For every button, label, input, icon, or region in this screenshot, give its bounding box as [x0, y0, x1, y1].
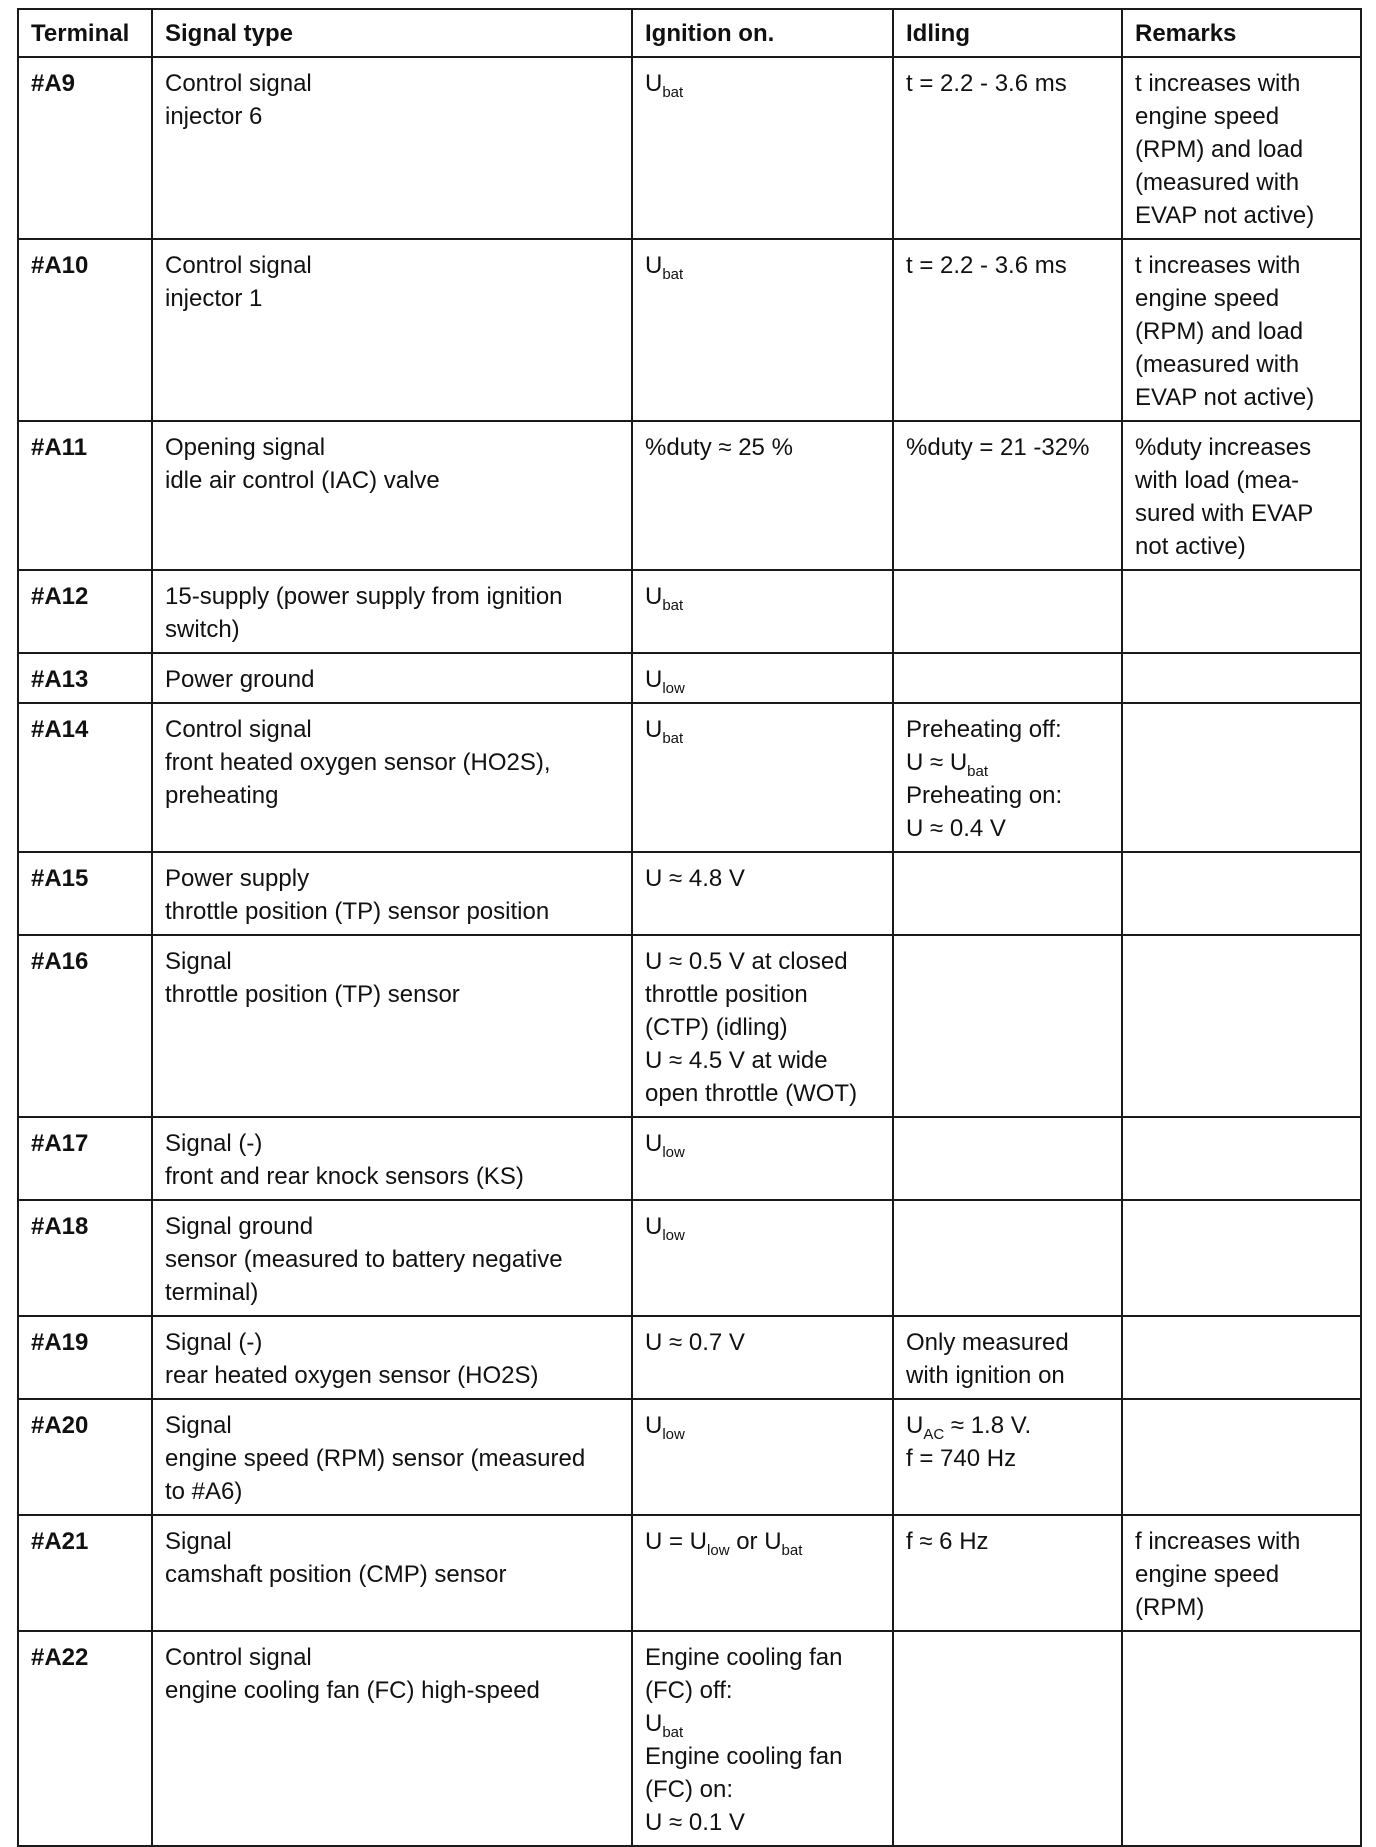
cell-remarks — [1122, 1515, 1361, 1631]
cell-ignition-on — [632, 1399, 893, 1515]
cell-line — [906, 812, 1109, 845]
cell-terminal: #A20 — [18, 1399, 152, 1515]
text: Engine cooling fan — [645, 1644, 843, 1671]
cell-line — [906, 1409, 1109, 1442]
cell-line — [645, 1641, 880, 1674]
cell-idling — [893, 703, 1122, 852]
cell-line — [645, 1044, 880, 1077]
cell-line: Signal ground — [165, 1213, 314, 1240]
subscript: bat — [662, 597, 684, 614]
cell-remarks — [1122, 239, 1361, 421]
cell-terminal: #A21 — [18, 1515, 152, 1631]
cell-line — [645, 1210, 880, 1243]
cell-line: (RPM) — [1135, 1594, 1205, 1621]
cell-idling — [893, 1316, 1122, 1399]
cell-signal-type — [152, 935, 632, 1117]
cell-line: injector 6 — [165, 103, 263, 130]
cell-signal-type — [152, 1316, 632, 1399]
header-signal-type: Signal type — [152, 9, 632, 57]
text: Engine cooling fan — [645, 1743, 843, 1770]
text: U — [906, 1412, 924, 1439]
cell-line — [906, 1525, 1109, 1558]
cell-terminal: #A9 — [18, 57, 152, 239]
cell-remarks — [1122, 1200, 1361, 1316]
cell-line — [645, 1011, 880, 1044]
cell-line: camshaft position (CMP) sensor — [165, 1561, 507, 1588]
subscript: bat — [967, 763, 989, 780]
text: U ≈ 4.5 V at wide — [645, 1047, 828, 1074]
cell-line: Signal (-) — [165, 1130, 263, 1157]
header-ignition-on: Ignition on. — [632, 9, 893, 57]
cell-line: throttle position (TP) sensor position — [165, 898, 550, 925]
text: (CTP) (idling) — [645, 1014, 788, 1041]
cell-remarks — [1122, 1316, 1361, 1399]
subscript: bat — [662, 84, 684, 101]
text: t = 2.2 - 3.6 ms — [906, 70, 1067, 97]
cell-remarks — [1122, 935, 1361, 1117]
cell-line: rear heated oxygen sensor (HO2S) — [165, 1362, 539, 1389]
header-remarks: Remarks — [1122, 9, 1361, 57]
cell-line — [645, 431, 880, 464]
cell-line — [906, 1326, 1109, 1359]
cell-line: engine speed — [1135, 103, 1280, 130]
subscript: low — [662, 1426, 685, 1443]
text: U — [645, 1412, 663, 1439]
cell-line: Control signal — [165, 716, 312, 743]
cell-line — [906, 779, 1109, 812]
cell-line: engine speed (RPM) sensor (measured — [165, 1445, 586, 1472]
cell-terminal: #A10 — [18, 239, 152, 421]
text: U — [645, 70, 663, 97]
cell-remarks — [1122, 852, 1361, 935]
cell-terminal: #A16 — [18, 935, 152, 1117]
cell-line: with load (mea- — [1135, 467, 1300, 494]
cell-line: (measured with — [1135, 351, 1300, 378]
text: U — [645, 666, 663, 693]
cell-line: throttle position (TP) sensor — [165, 981, 460, 1008]
cell-idling — [893, 421, 1122, 570]
terminal-signal-table-wrapper — [17, 8, 1362, 1847]
cell-terminal: #A17 — [18, 1117, 152, 1200]
cell-idling — [893, 1117, 1122, 1200]
cell-line — [645, 1707, 880, 1740]
table-row — [18, 239, 1361, 421]
text: Preheating on: — [906, 782, 1063, 809]
text: U = U — [645, 1528, 708, 1555]
cell-line — [645, 67, 880, 100]
cell-idling — [893, 935, 1122, 1117]
cell-line — [645, 1740, 880, 1773]
text: U ≈ U — [906, 749, 968, 776]
cell-line: (RPM) and load — [1135, 136, 1304, 163]
cell-line: f increases with — [1135, 1528, 1301, 1555]
cell-line — [645, 862, 880, 895]
cell-line: t increases with — [1135, 252, 1301, 279]
cell-line: EVAP not active) — [1135, 384, 1315, 411]
cell-line — [645, 249, 880, 282]
cell-line: Control signal — [165, 252, 312, 279]
table-row — [18, 421, 1361, 570]
cell-signal-type — [152, 1631, 632, 1846]
cell-idling — [893, 1515, 1122, 1631]
text: U — [645, 583, 663, 610]
cell-line: idle air control (IAC) valve — [165, 467, 440, 494]
cell-line: Power supply — [165, 865, 310, 892]
cell-ignition-on — [632, 570, 893, 653]
cell-line — [645, 945, 880, 978]
cell-idling — [893, 1399, 1122, 1515]
cell-line: Signal — [165, 1528, 232, 1555]
cell-line: Signal — [165, 948, 232, 975]
text: (FC) off: — [645, 1677, 733, 1704]
text: with ignition on — [906, 1362, 1065, 1389]
cell-line: not active) — [1135, 533, 1246, 560]
cell-signal-type — [152, 1117, 632, 1200]
table-row — [18, 1631, 1361, 1846]
cell-line — [645, 1326, 880, 1359]
table-row — [18, 1399, 1361, 1515]
cell-remarks — [1122, 1631, 1361, 1846]
cell-signal-type — [152, 570, 632, 653]
cell-ignition-on — [632, 1316, 893, 1399]
cell-terminal: #A11 — [18, 421, 152, 570]
table-row — [18, 703, 1361, 852]
cell-idling — [893, 1631, 1122, 1846]
cell-line: Signal (-) — [165, 1329, 263, 1356]
cell-idling — [893, 239, 1122, 421]
cell-line — [645, 1409, 880, 1442]
cell-line: switch) — [165, 616, 240, 643]
subscript: low — [707, 1542, 730, 1559]
table-row — [18, 1117, 1361, 1200]
text: Only measured — [906, 1329, 1069, 1356]
table-row — [18, 1515, 1361, 1631]
cell-line — [645, 1077, 880, 1110]
cell-line: engine speed — [1135, 1561, 1280, 1588]
cell-ignition-on — [632, 703, 893, 852]
cell-line — [906, 249, 1109, 282]
text: U — [645, 716, 663, 743]
cell-remarks — [1122, 421, 1361, 570]
cell-ignition-on — [632, 421, 893, 570]
cell-idling — [893, 57, 1122, 239]
cell-line — [645, 1806, 880, 1839]
cell-line: Control signal — [165, 70, 312, 97]
cell-line — [906, 431, 1109, 464]
cell-line: Control signal — [165, 1644, 312, 1671]
header-idling: Idling — [893, 9, 1122, 57]
cell-terminal: #A22 — [18, 1631, 152, 1846]
text: f = 740 Hz — [906, 1445, 1017, 1472]
cell-ignition-on — [632, 1117, 893, 1200]
text: ≈ 1.8 V. — [944, 1412, 1032, 1439]
subscript: bat — [662, 1724, 684, 1741]
cell-ignition-on — [632, 239, 893, 421]
text: U ≈ 4.8 V — [645, 865, 745, 892]
cell-line: injector 1 — [165, 285, 263, 312]
cell-line — [906, 67, 1109, 100]
header-terminal: Terminal — [18, 9, 152, 57]
cell-line: front and rear knock sensors (KS) — [165, 1163, 524, 1190]
cell-ignition-on — [632, 1200, 893, 1316]
cell-line — [906, 713, 1109, 746]
cell-ignition-on — [632, 57, 893, 239]
cell-line: engine speed — [1135, 285, 1280, 312]
cell-line — [645, 580, 880, 613]
subscript: low — [662, 1227, 685, 1244]
cell-line: Signal — [165, 1412, 232, 1439]
cell-line — [906, 1442, 1109, 1475]
text: U — [645, 252, 663, 279]
table-row — [18, 653, 1361, 703]
cell-remarks — [1122, 653, 1361, 703]
cell-line: EVAP not active) — [1135, 202, 1315, 229]
cell-terminal: #A18 — [18, 1200, 152, 1316]
cell-signal-type — [152, 1399, 632, 1515]
cell-idling — [893, 653, 1122, 703]
subscript: bat — [662, 266, 684, 283]
cell-signal-type — [152, 421, 632, 570]
cell-line: sensor (measured to battery negative — [165, 1246, 563, 1273]
text: Preheating off: — [906, 716, 1062, 743]
table-row — [18, 852, 1361, 935]
cell-line: front heated oxygen sensor (HO2S), — [165, 749, 551, 776]
cell-terminal: #A12 — [18, 570, 152, 653]
cell-line: engine cooling fan (FC) high-speed — [165, 1677, 540, 1704]
cell-line: (measured with — [1135, 169, 1300, 196]
cell-line — [645, 1674, 880, 1707]
cell-line: Power ground — [165, 666, 315, 693]
text: or U — [729, 1528, 782, 1555]
text: %duty = 21 -32% — [906, 434, 1090, 461]
cell-terminal: #A19 — [18, 1316, 152, 1399]
cell-signal-type — [152, 1515, 632, 1631]
text: %duty ≈ 25 % — [645, 434, 793, 461]
text: (FC) on: — [645, 1776, 734, 1803]
cell-line: terminal) — [165, 1279, 259, 1306]
header-row — [18, 9, 1361, 57]
cell-line — [645, 978, 880, 1011]
text: U ≈ 0.1 V — [645, 1809, 745, 1836]
cell-line — [906, 1359, 1109, 1392]
cell-signal-type — [152, 1200, 632, 1316]
text: U — [645, 1710, 663, 1737]
cell-line — [645, 713, 880, 746]
cell-line: preheating — [165, 782, 279, 809]
table-body — [18, 57, 1361, 1846]
subscript: bat — [781, 1542, 803, 1559]
text: U ≈ 0.4 V — [906, 815, 1006, 842]
cell-idling — [893, 1200, 1122, 1316]
table-row — [18, 57, 1361, 239]
cell-signal-type — [152, 852, 632, 935]
cell-line: sured with EVAP — [1135, 500, 1314, 527]
cell-remarks — [1122, 703, 1361, 852]
table-row — [18, 1316, 1361, 1399]
cell-remarks — [1122, 570, 1361, 653]
cell-terminal: #A13 — [18, 653, 152, 703]
cell-line: Opening signal — [165, 434, 326, 461]
text: open throttle (WOT) — [645, 1080, 858, 1107]
subscript: low — [662, 680, 685, 697]
cell-ignition-on — [632, 1631, 893, 1846]
cell-idling — [893, 570, 1122, 653]
cell-line: (RPM) and load — [1135, 318, 1304, 345]
cell-terminal: #A15 — [18, 852, 152, 935]
cell-ignition-on — [632, 935, 893, 1117]
table-row — [18, 570, 1361, 653]
cell-line: 15-supply (power supply from ignition — [165, 583, 563, 610]
cell-line — [645, 1127, 880, 1160]
subscript: bat — [662, 730, 684, 747]
text: U ≈ 0.7 V — [645, 1329, 745, 1356]
text: U — [645, 1130, 663, 1157]
cell-signal-type — [152, 703, 632, 852]
cell-signal-type — [152, 57, 632, 239]
cell-idling — [893, 852, 1122, 935]
subscript: AC — [923, 1426, 945, 1443]
cell-ignition-on — [632, 1515, 893, 1631]
cell-line — [645, 1773, 880, 1806]
cell-ignition-on — [632, 852, 893, 935]
table-row — [18, 935, 1361, 1117]
cell-signal-type — [152, 653, 632, 703]
table-row — [18, 1200, 1361, 1316]
text: U — [645, 1213, 663, 1240]
terminal-signal-table — [17, 8, 1362, 1847]
cell-remarks — [1122, 57, 1361, 239]
subscript: low — [662, 1144, 685, 1161]
cell-line — [645, 1525, 880, 1558]
cell-signal-type — [152, 239, 632, 421]
cell-remarks — [1122, 1117, 1361, 1200]
text: throttle position — [645, 981, 808, 1008]
cell-line — [906, 746, 1109, 779]
text: f ≈ 6 Hz — [906, 1528, 989, 1555]
cell-line — [645, 663, 880, 696]
cell-line: t increases with — [1135, 70, 1301, 97]
cell-line: to #A6) — [165, 1478, 243, 1505]
cell-remarks — [1122, 1399, 1361, 1515]
cell-line: %duty increases — [1135, 434, 1312, 461]
text: U ≈ 0.5 V at closed — [645, 948, 848, 975]
text: t = 2.2 - 3.6 ms — [906, 252, 1067, 279]
cell-terminal: #A14 — [18, 703, 152, 852]
cell-ignition-on — [632, 653, 893, 703]
